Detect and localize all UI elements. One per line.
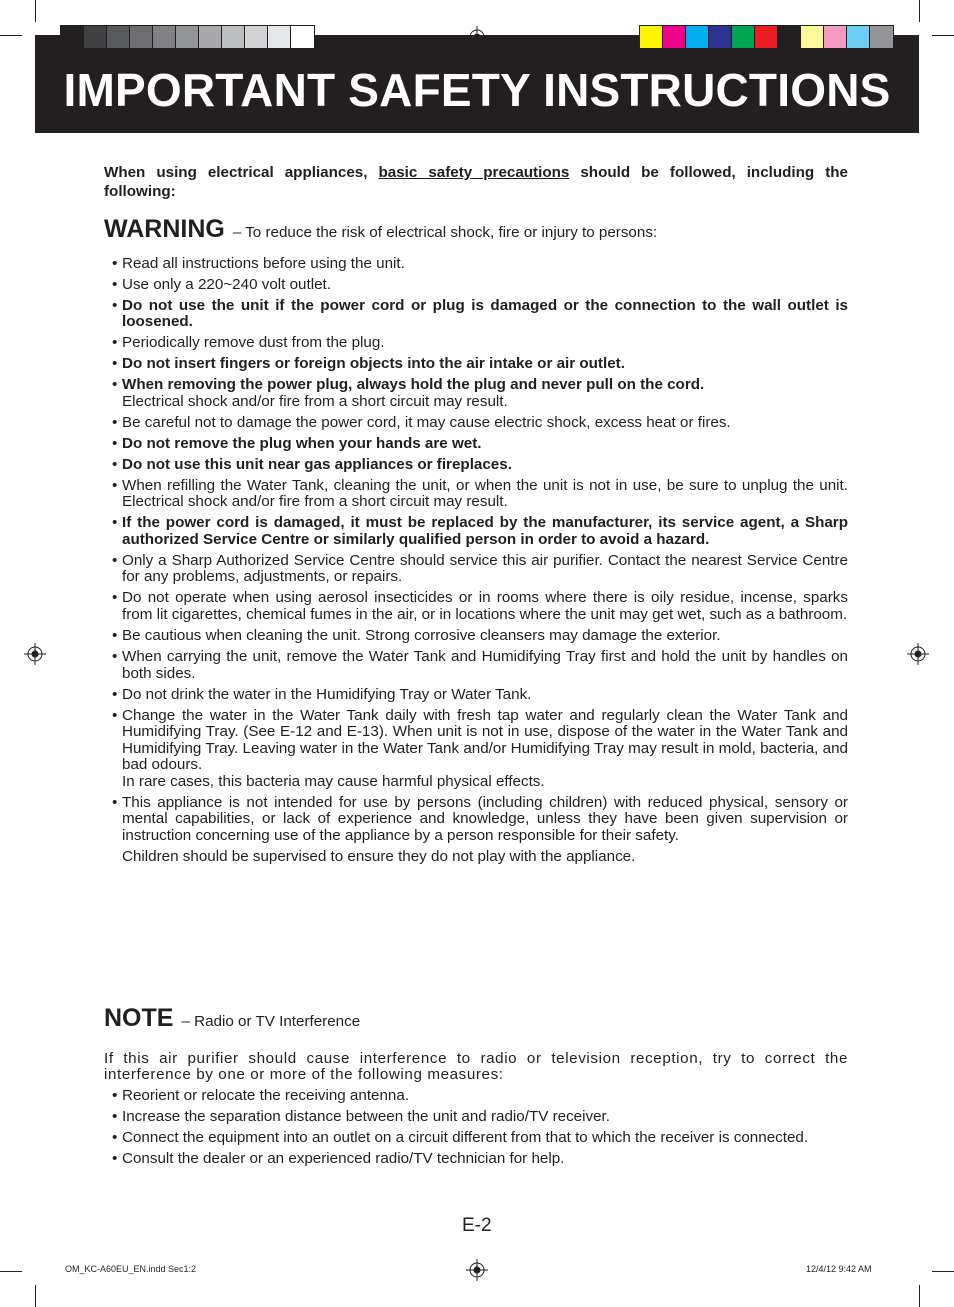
color-swatch: [824, 26, 847, 48]
warning-item-text: When carrying the unit, remove the Water Tank and Humidifying Tray first and hold the unit by handles on both sides.: [122, 647, 848, 682]
note-section: [104, 1004, 848, 1172]
warning-item: [104, 335, 848, 352]
warning-item-text: Do not use the unit if the power cord or plug is damaged or the connection to the wall outlet is loosened.: [122, 296, 848, 331]
bullet-icon: •: [112, 334, 118, 352]
gray-swatch: [268, 26, 291, 48]
gray-swatch: [199, 26, 222, 48]
color-swatch: [686, 26, 709, 48]
color-swatch: [709, 26, 732, 48]
registration-mark-icon: [24, 643, 46, 665]
main-content: [104, 163, 848, 866]
gray-swatch: [130, 26, 153, 48]
bullet-icon: •: [112, 355, 118, 373]
warning-trailing-note: Children should be supervised to ensure they do not play with the appliance.: [122, 848, 636, 866]
crop-mark: [35, 0, 36, 22]
note-header: [104, 1004, 848, 1032]
note-item-text: Reorient or relocate the receiving antenna.: [122, 1086, 410, 1104]
note-item: [104, 1088, 848, 1105]
bullet-icon: •: [112, 589, 118, 607]
color-swatch: [778, 26, 801, 48]
intro-paragraph: [104, 163, 848, 201]
color-swatch: [640, 26, 663, 48]
warning-item-note: In rare cases, this bacteria may cause harmful physical effects.: [122, 772, 545, 790]
bullet-icon: •: [112, 626, 118, 644]
registration-mark-icon: [466, 1259, 488, 1281]
warning-header: [104, 215, 848, 243]
bullet-icon: •: [112, 685, 118, 703]
print-timestamp: 12/4/12 9:42 AM: [806, 1264, 872, 1274]
intro-text: When using electrical appliances,: [104, 164, 379, 181]
color-swatch: [801, 26, 824, 48]
bullet-icon: •: [112, 647, 118, 665]
bullet-icon: •: [112, 1149, 118, 1167]
warning-item-text: Be cautious when cleaning the unit. Strong corrosive cleansers may damage the exterior.: [122, 626, 721, 644]
note-item: [104, 1109, 848, 1126]
intro-emphasis: basic safety precautions: [378, 164, 570, 181]
warning-item-text: Be careful not to damage the power cord, it may cause electric shock, excess heat or fires.: [122, 413, 731, 431]
warning-item: [104, 457, 848, 474]
note-paragraph: If this air purifier should cause interference to radio or television reception, try to correct the interference by one or more of the following measures:: [104, 1049, 848, 1084]
warning-item-text: This appliance is not intended for use by persons (including children) with reduced physical, sensory or mental capabilities, or lack of experience and knowledge, unless they have been given supervision or instruction concerning use of the appliance by a person responsible for their safety.: [122, 793, 848, 845]
gray-swatch: [176, 26, 199, 48]
warning-item-text: Use only a 220~240 volt outlet.: [122, 275, 331, 293]
bullet-icon: •: [112, 376, 118, 394]
bullet-icon: •: [112, 1128, 118, 1146]
bullet-icon: •: [112, 296, 118, 314]
page-number: E-2: [462, 1215, 492, 1236]
warning-item: [104, 298, 848, 331]
gray-swatch: [222, 26, 245, 48]
warning-subtitle: – To reduce the risk of electrical shock, fire or injury to persons:: [232, 224, 658, 241]
warning-item-text: Periodically remove dust from the plug.: [122, 334, 385, 352]
grayscale-color-bar: [60, 25, 315, 49]
warning-item-text: Do not insert fingers or foreign objects into the air intake or air outlet.: [122, 355, 625, 373]
color-swatch: [663, 26, 686, 48]
bullet-icon: •: [112, 275, 118, 293]
gray-swatch: [153, 26, 176, 48]
bullet-icon: •: [112, 476, 118, 494]
note-item-text: Increase the separation distance between the unit and radio/TV receiver.: [122, 1107, 610, 1125]
page-title: IMPORTANT SAFETY INSTRUCTIONS: [63, 64, 891, 116]
note-list: [104, 1088, 848, 1168]
bullet-icon: •: [112, 413, 118, 431]
note-heading: NOTE: [104, 1004, 174, 1032]
warning-item-text: Only a Sharp Authorized Service Centre should service this air purifier. Contact the nearest Service Centre for any problems, adjustments, or repairs.: [122, 551, 848, 586]
bullet-icon: •: [112, 1107, 118, 1125]
warning-item-text: Do not remove the plug when your hands are wet.: [122, 434, 482, 452]
warning-item: [104, 256, 848, 273]
crop-mark: [0, 1271, 22, 1272]
gray-swatch: [84, 26, 107, 48]
note-subtitle: – Radio or TV Interference: [181, 1013, 361, 1030]
note-item-text: Connect the equipment into an outlet on a circuit different from that to which the receiver is connected.: [122, 1128, 809, 1146]
bullet-icon: •: [112, 706, 118, 724]
warning-item-text: Do not use this unit near gas appliances or fireplaces.: [122, 455, 512, 473]
bullet-icon: •: [112, 455, 118, 473]
bullet-icon: •: [112, 254, 118, 272]
warning-item: [104, 553, 848, 586]
warning-item: [104, 415, 848, 432]
color-swatch: [870, 26, 893, 48]
bullet-icon: •: [112, 1086, 118, 1104]
bullet-icon: •: [112, 551, 118, 569]
warning-item-text: Change the water in the Water Tank daily with fresh tap water and regularly clean the Water Tank and Humidifying Tray. (See E-12 and E-13). When unit is not in use, dispose of the water in the Water Tank and Humidifying Tray. Leaving water in the Water Tank and/or Humidifying Tray may result in mold, bacteria, and bad odours.: [122, 706, 848, 774]
intro-text-end: should be followed, including the following:: [104, 164, 848, 200]
warning-item: [104, 377, 848, 410]
warning-item-text: Read all instructions before using the unit.: [122, 254, 405, 272]
gray-swatch: [245, 26, 268, 48]
crop-mark: [35, 1285, 36, 1307]
warning-item: [104, 436, 848, 453]
crop-mark: [919, 0, 920, 22]
note-item: [104, 1130, 848, 1147]
color-swatch: [847, 26, 870, 48]
crop-mark: [932, 35, 954, 36]
crop-mark: [932, 1271, 954, 1272]
gray-swatch: [291, 26, 314, 48]
color-swatch: [755, 26, 778, 48]
warning-item: [104, 649, 848, 682]
crop-mark: [0, 35, 22, 36]
warning-item: [104, 356, 848, 373]
warning-heading: WARNING: [104, 215, 225, 243]
warning-item-text: Do not drink the water in the Humidifying Tray or Water Tank.: [122, 685, 532, 703]
warning-item: [104, 478, 848, 511]
warning-item: [104, 515, 848, 548]
warning-item-text: Do not operate when using aerosol insecticides or in rooms where there is oily residue, incense, sparks from lit cigarettes, chemical fumes in the air, or in locations where the unit may get wet, such as a bathroom.: [122, 589, 848, 623]
warning-item: [104, 628, 848, 645]
note-item: [104, 1151, 848, 1168]
warning-item: [104, 687, 848, 704]
gray-swatch: [107, 26, 130, 48]
warning-item-text: When refilling the Water Tank, cleaning the unit, or when the unit is not in use, be sure to unplug the unit. Electrical shock and/or fire from a short circuit may result.: [122, 476, 848, 511]
bullet-icon: •: [112, 514, 118, 532]
warning-item-text: When removing the power plug, always hold the plug and never pull on the cord.: [122, 376, 705, 394]
warning-item: [104, 590, 848, 623]
warning-item: [104, 708, 848, 791]
warning-item-text: If the power cord is damaged, it must be replaced by the manufacturer, its service agent, a Sharp authorized Service Centre or similarly qualified person in order to avoid a hazard.: [122, 514, 848, 548]
warning-item-note: Electrical shock and/or fire from a short circuit may result.: [122, 392, 508, 410]
warning-list: [104, 256, 848, 845]
gray-swatch: [61, 26, 84, 48]
color-swatch: [732, 26, 755, 48]
bullet-icon: •: [112, 793, 118, 811]
file-info: OM_KC-A60EU_EN.indd Sec1:2: [65, 1264, 197, 1274]
process-color-bar: [639, 25, 894, 49]
note-item-text: Consult the dealer or an experienced radio/TV technician for help.: [122, 1149, 565, 1167]
registration-mark-icon: [907, 643, 929, 665]
bullet-icon: •: [112, 434, 118, 452]
warning-item: [104, 277, 848, 294]
crop-mark: [919, 1285, 920, 1307]
warning-item: [104, 795, 848, 845]
